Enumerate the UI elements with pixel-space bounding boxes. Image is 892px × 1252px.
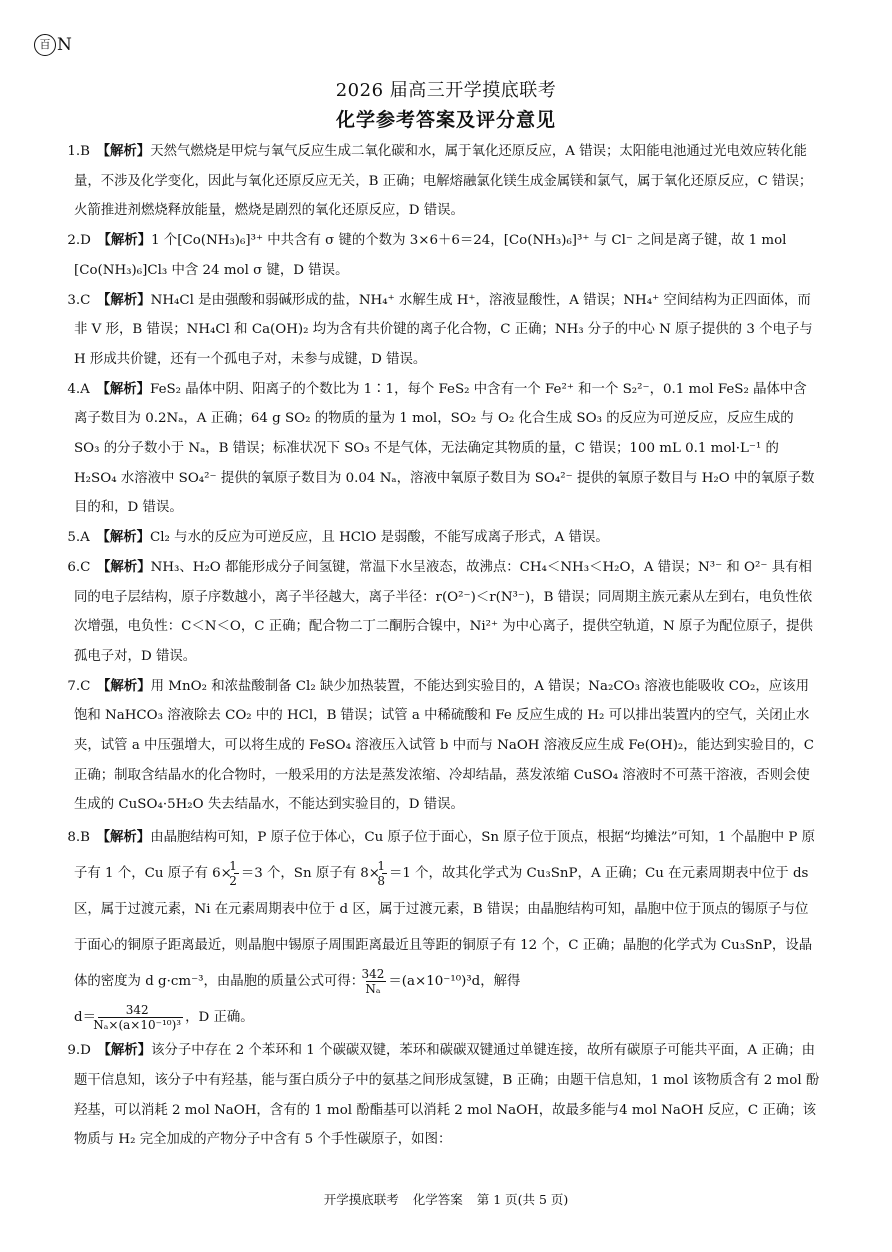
page-footer [0,1190,892,1208]
logo-letter: N [57,35,72,55]
fraction-one-half: $\frac{1}{2}$ [229,859,237,889]
page-title: 2026 届高三开学摸底联考 [335,80,557,101]
answer-content [67,137,820,1155]
answer-9: 9.D 【解析】该分子中存在 2 个苯环和 1 个碳碳双键，苯环和碳碳双键通过单键连接，故所有碳原子可能共平面，A 正确；由题干信息知，该分子中有羟基，能与蛋白质分子中的氨基之间形成氢键，B 正确；由题干信息知，1 mol 该物质含有 2 mol 酚羟基，可以消耗 2 mol NaOH，含有的 1 mol 酚酯基可以消耗 2 mol NaOH，故最多能与4 mol NaOH 反应，C 正确；该物质与 H₂ 完全加成的产物分子中含有 5 个手性碳原子，如图： [67,1043,820,1148]
fraction-342-over-na: $\frac{342}{\text{Nₐ}}$ [361,967,385,997]
fraction-one-eighth: $\frac{1}{8}$ [377,859,385,889]
answer-7: 7.C 【解析】用 MnO₂ 和浓盐酸制备 Cl₂ 缺少加热装置，不能达到实验目的，A 错误；Na₂CO₃ 溶液也能吸收 CO₂，应该用饱和 NaHCO₃ 溶液除去 CO₂ 中的 HCl，B 错误；试管 a 中稀硫酸和 Fe 反应生成的 H₂ 可以排出装置内的空气，关闭止水夹，试管 a 中压强增大，可以将生成的 FeSO₄ 溶液压入试管 b 中而与 NaOH 溶液反应生成 Fe(OH)₂，能达到实验目的，C 正确；制取含结晶水的化合物时，一般采用的方法是蒸发浓缩、冷却结晶，蒸发浓缩 CuSO₄ 溶液时不可蒸干溶液，否则会使生成的 CuSO₄·5H₂O 失去结晶水，不能达到实验目的，D 错误。 [67,678,815,813]
answer-4: 4.A 【解析】FeS₂ 晶体中阴、阳离子的个数比为 1∶1，每个 FeS₂ 中含有一个 Fe²⁺ 和一个 S₂²⁻，0.1 mol FeS₂ 晶体中含离子数目为 0.2Nₐ，A 正确；64 g SO₂ 的物质的量为 1 mol，SO₂ 与 O₂ 化合生成 SO₃ 的反应为可逆反应，反应生成的 SO₃ 的分子数小于 Nₐ，B 错误；标准状况下 SO₃ 不是气体，无法确定其物质的量，C 错误；100 mL 0.1 mol·L⁻¹ 的 H₂SO₄ 水溶液中 SO₄²⁻ 提供的氧原子数目为 0.04 Nₐ，溶液中氧原子数目为 SO₄²⁻ 提供的氧原子数目与 H₂O 中的氧原子数目的和，D 错误。 [67,381,815,516]
answer-8: 8.B 【解析】由晶胞结构可知，P 原子位于体心，Cu 原子位于面心，Sn 原子位于顶点，根据“均摊法”可知，1 个晶胞中 P 原子有 1 个，Cu 原子有 6× $\frac{1}{2}$ ＝3 个，Sn 原子有 8× $\frac{1}{8}$ ＝1 个，故其化学式为 Cu₃SnP，A 正确；Cu 在元素周期表中位于 ds 区，属于过渡元素，Ni 在元素周期表中位于 d 区，属于过渡元素，B 错误；由晶胞结构可知，晶胞中位于顶点的锡原子与位于面心的铜原子距离最近，则晶胞中锡原子周围距离最近且等距的铜原子有 12 个，C 正确；晶胞的化学式为 Cu₃SnP，设晶体的密度为 d g·cm⁻³，由晶胞的质量公式可得： $\frac{342}{\text{Nₐ}}$ ＝(a×10⁻¹⁰)³d，解得 d＝ $\frac{342}{\text{Nₐ×(a×10⁻¹⁰)³}}$ ，D 正确。 [67,830,816,1033]
footer-doc-name: 化学答案 [412,1192,463,1207]
answer-5: 5.A 【解析】Cl₂ 与水的反应为可逆反应，且 HClO 是弱酸，不能写成离子形式，A 错误。 [67,530,609,546]
answer-2: 2.D 【解析】1 个[Co(NH₃)₆]³⁺ 中共含有 σ 键的个数为 3×6＋6＝24，[Co(NH₃)₆]³⁺ 与 Cl⁻ 之间是离子键，故 1 mol [Co(NH₃)₆]Cl₃ 中含 24 mol σ 键，D 错误。 [67,233,787,278]
footer-exam-name: 开学摸底联考 [323,1192,399,1207]
answer-3: 3.C 【解析】NH₄Cl 是由强酸和弱碱形成的盐，NH₄⁺ 水解生成 H⁺，溶液显酸性，A 错误；NH₄⁺ 空间结构为正四面体，而非 V 形，B 错误；NH₄Cl 和 Ca(OH)₂ 均为含有共价键的离子化合物，C 正确；NH₃ 分子的中心 N 原子提供的 3 个电子与 H 形成共价键，还有一个孤电子对，未参与成键，D 错误。 [67,292,813,367]
publisher-logo [34,34,72,56]
answer-1: 1.B 【解析】天然气燃烧是甲烷与氧气反应生成二氧化碳和水，属于氧化还原反应，A 错误；太阳能电池通过光电效应转化能量，不涉及化学变化，因此与氧化还原反应无关，B 正确；电解熔融氯化镁生成金属镁和氯气，属于氧化还原反应，C 错误；火箭推进剂燃烧释放能量，燃烧是剧烈的氧化还原反应，D 错误。 [67,144,813,219]
fraction-density: $\frac{342}{\text{Nₐ×(a×10⁻¹⁰)³}}$ [93,1003,182,1033]
answer-6: 6.C 【解析】NH₃、H₂O 都能形成分子间氢键，常温下水呈液态，故沸点：CH₄＜NH₃＜H₂O，A 错误；N³⁻ 和 O²⁻ 具有相同的电子层结构，原子序数越小，离子半径越大，离子半径：r(O²⁻)＜r(N³⁻)，B 错误；同周期主族元素从左到右，电负性依次增强，电负性：C＜N＜O，C 正确；配合物二丁二酮肟合镍中，Ni²⁺ 为中心离子，提供空轨道，N 原子为配位原子，提供孤电子对，D 错误。 [67,559,813,664]
page-subtitle: 化学参考答案及评分意见 [335,109,556,131]
footer-page-number: 第 1 页(共 5 页) [476,1192,569,1207]
logo-circle-char: 百 [34,34,56,56]
